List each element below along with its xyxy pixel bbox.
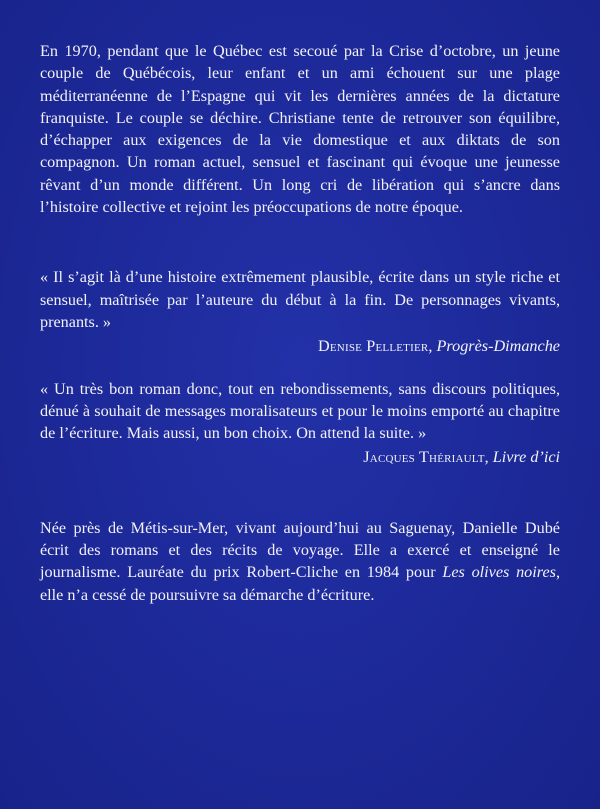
attribution-separator: , — [428, 337, 437, 356]
review-attribution — [40, 335, 560, 357]
bio-text-end: , elle n’a cessé de poursuivre sa démarche d’écriture. — [40, 563, 560, 604]
review-attribution — [40, 446, 560, 468]
review-source: Livre d’ici — [492, 448, 560, 467]
bio-book-title: Les olives noires — [442, 563, 556, 582]
synopsis-paragraph: En 1970, pendant que le Québec est secoué par la Crise d’octobre, un jeune couple de Québécois, leur enfant et un ami échouent sur une plage méditerranéenne de l’Espagne qui vit les dernières années de la dictature franquiste. Le couple se déchire. Christiane tente de retrouver son équilibre, d’échapper aux exigences de la vie domestique et aux diktats de son compagnon. Un roman actuel, sensuel et fascinant qui évoque une jeunesse rêvant d’un monde différent. Un long cri de libération qui s’ancre dans l’histoire collective et rejoint les préoccupations de notre époque. — [40, 42, 560, 217]
review-quote-1 — [40, 266, 560, 357]
attribution-separator: , — [484, 448, 493, 467]
review-author: Denise Pelletier — [318, 337, 429, 356]
bio-text-start: Née près de Métis-sur-Mer, vivant aujourd’hui au Saguenay, Danielle Dubé écrit des romans et des récits de voyage. Elle a exercé et enseigné le journalisme. Lauréate du prix Robert-Cliche en 1984 pour — [40, 518, 560, 582]
author-bio — [40, 517, 560, 606]
review-quote-text: « Un très bon roman donc, tout en rebondissements, sans discours politiques, dénué à souhait de messages moralisateurs et pour le moins emporté au chapitre de l’écriture. Mais aussi, un bon choix. On attend la suite. » — [40, 379, 560, 443]
review-quote-2 — [40, 378, 560, 469]
review-quote-text: « Il s’agit là d’une histoire extrêmement plausible, écrite dans un style riche et sensuel, maîtrisée par l’auteure du début à la fin. De personnages vivants, prenants. » — [40, 268, 560, 331]
review-author: Jacques Thériault — [363, 448, 485, 467]
review-source: Progrès-Dimanche — [436, 337, 560, 356]
